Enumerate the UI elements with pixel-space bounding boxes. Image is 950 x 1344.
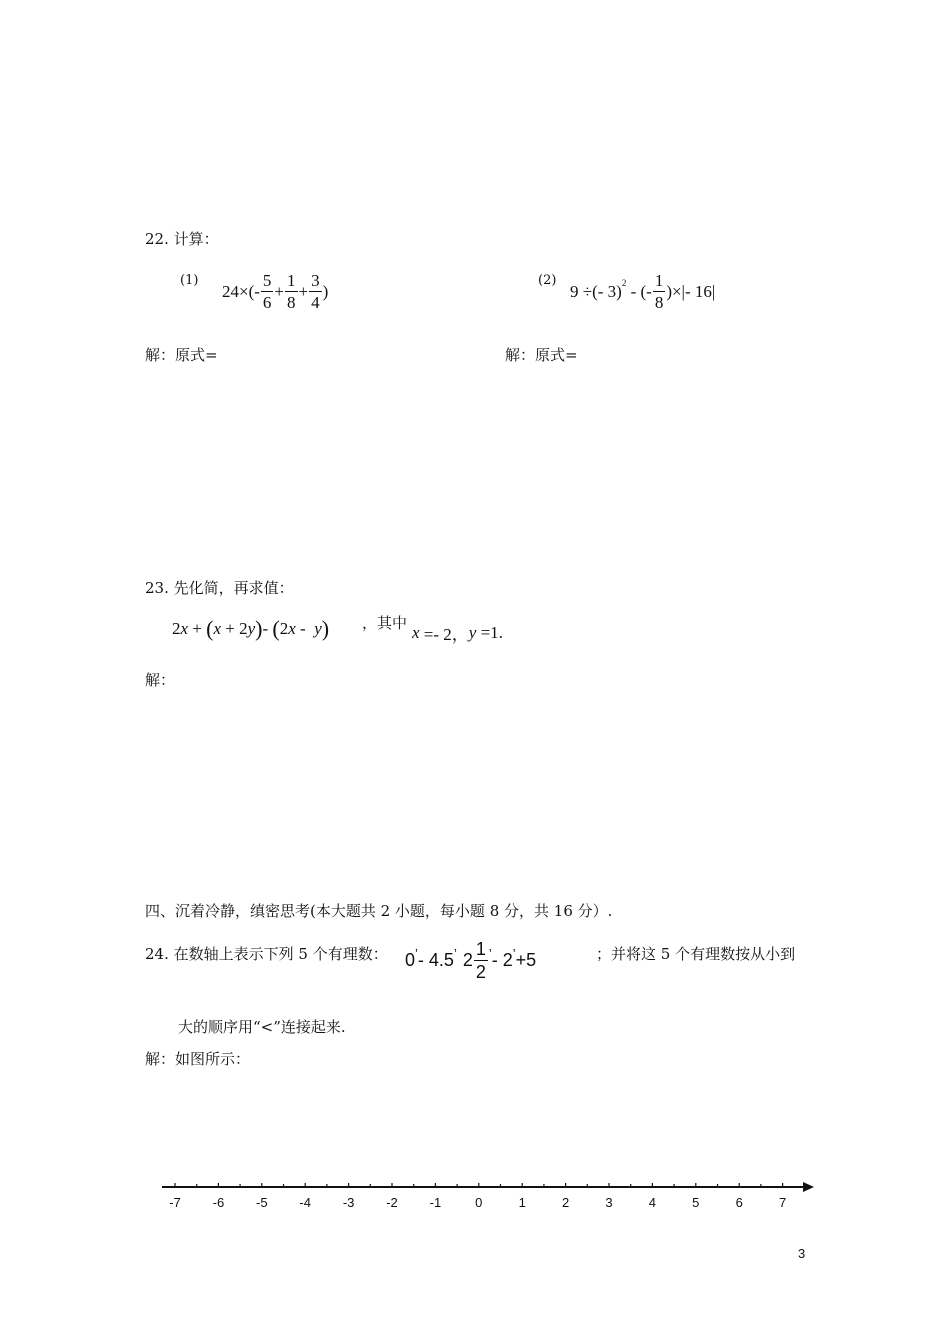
number-line-label: 4: [648, 1195, 657, 1210]
q22-part1-label: (1): [180, 273, 199, 288]
q22-part2-label: (2): [538, 273, 557, 288]
number-line-label: -2: [386, 1195, 398, 1210]
q23-title: 23. 先化简，再求值：: [145, 579, 294, 597]
number-line-label: -4: [299, 1195, 311, 1210]
section-4-heading: 四、沉着冷静，缜密思考(本大题共 2 小题，每小题 8 分，共 16 分）.: [145, 902, 613, 920]
number-line-label: 1: [518, 1195, 526, 1210]
number-line-label: -3: [342, 1195, 355, 1210]
number-line-label: -6: [212, 1195, 225, 1210]
q24-solution: 解：如图所示：: [145, 1050, 251, 1068]
number-line-arrow: [803, 1182, 814, 1192]
q22-solution-1: 解：原式=: [145, 346, 218, 364]
fraction-5-6: $\frac{5}{6}$: [262, 271, 272, 312]
q22-solution-2: 解：原式=: [505, 346, 578, 364]
q22-part2-expression: 9 ÷(- 3) $^2$ - (- $\frac{1}{8}$ )×|- 16|: [570, 271, 716, 312]
q24-prefix: 24. 在数轴上表示下列 5 个有理数：: [145, 945, 388, 963]
fraction-1-2: $\frac{1}{2}$: [475, 939, 486, 982]
number-line-label: -7: [169, 1195, 181, 1210]
q23-condition: x =- 2， y =1 .: [412, 622, 503, 644]
fraction-1-8-b: $\frac{1}{8}$: [654, 271, 664, 312]
number-line: [150, 1168, 820, 1218]
q23-where: ，其中: [362, 614, 408, 632]
fraction-3-4: $\frac{3}{4}$: [311, 271, 320, 312]
q24-numbers: 0 ’ - 4.5 ’ 2 $\frac{1}{2}$ ’ - 2 ’ +5: [405, 939, 537, 982]
q22-title: 22. 计算：: [145, 230, 219, 248]
q24-line2: 大的顺序用“<”连接起来.: [178, 1018, 346, 1036]
q22-part1-expression: 24×(- $\frac{5}{6}$ + $\frac{1}{8}$ + $\frac{3}{4}$ ): [222, 271, 329, 312]
fraction-1-8: $\frac{1}{8}$: [287, 271, 296, 312]
number-line-label: 6: [735, 1195, 743, 1210]
q23-solution: 解：: [145, 671, 176, 689]
q24-suffix: ；并将这 5 个有理数按从小到: [596, 945, 796, 963]
number-line-label: 0: [475, 1195, 483, 1210]
number-line-label: 5: [692, 1195, 700, 1210]
number-line-label: 7: [778, 1195, 787, 1210]
q23-expression: 2 x + ( x + 2 y ) - ( 2 x - y ): [172, 616, 330, 641]
number-line-label: -5: [256, 1195, 268, 1210]
number-line-label: 3: [605, 1195, 613, 1210]
number-line-label: -1: [429, 1195, 442, 1210]
page-number: 3: [798, 1246, 806, 1261]
number-line-label: 2: [561, 1195, 570, 1210]
